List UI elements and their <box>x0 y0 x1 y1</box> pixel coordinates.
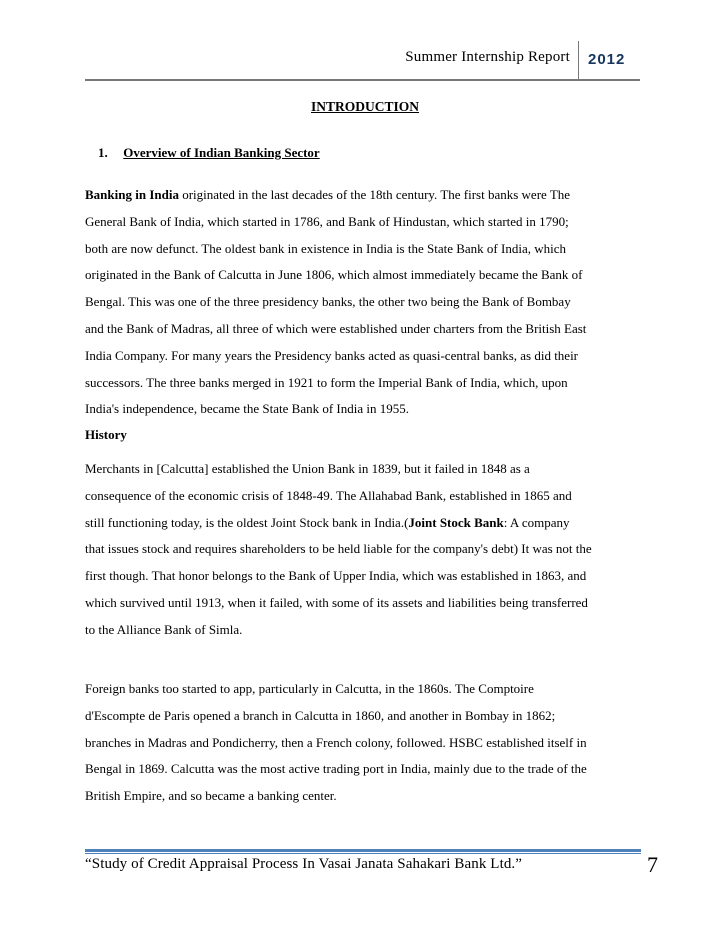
paragraph-line: Foreign banks too started to app, particularly in Calcutta, in the 1860s. The Comptoire <box>85 681 534 696</box>
paragraph-line: still functioning today, is the oldest Joint Stock bank in India.( <box>85 514 409 530</box>
paragraph-line: to the Alliance Bank of Simla. <box>85 621 243 637</box>
paragraph-line: Bengal. This was one of the three presidency banks, the other two being the Bank of Bombay <box>85 294 571 310</box>
header-divider <box>578 41 579 81</box>
paragraph-line: British Empire, and so became a banking center. <box>85 788 337 804</box>
paragraph-foreign-banks <box>85 676 645 810</box>
footer-text: “Study of Credit Appraisal Process In Vasai Janata Sahakari Bank Ltd.” <box>85 856 523 872</box>
header-title: Summer Internship Report <box>405 49 570 65</box>
paragraph-line: consequence of the economic crisis of 1848-49. The Allahabad Bank, established in 1865 and <box>85 487 572 503</box>
paragraph-line: India's independence, became the State Bank of India in 1955. <box>85 401 409 417</box>
paragraph-line: General Bank of India, which started in 1786, and Bank of Hindustan, which started in 1790; <box>85 213 569 229</box>
footer-rule <box>85 849 641 852</box>
page-number: 7 <box>647 852 658 877</box>
paragraph-line: d'Escompte de Paris opened a branch in Calcutta in 1860, and another in Bombay in 1862; <box>85 707 556 723</box>
paragraph-line: that issues stock and requires shareholders to be held liable for the company's debt) It was not the <box>85 541 592 557</box>
paragraph-line: originated in the Bank of Calcutta in June 1806, which almost immediately became the Bank of <box>85 267 583 283</box>
header-year: 2012 <box>588 51 626 68</box>
paragraph-banking-in-india <box>85 182 645 423</box>
history-heading: History <box>85 427 127 442</box>
paragraph-line: Merchants in [Calcutta] established the Union Bank in 1839, but it failed in 1848 as a <box>85 461 530 476</box>
paragraph-lead: Banking in India <box>85 187 179 202</box>
paragraph-line: which survived until 1913, when it failed, with some of its assets and liabilities being transferred <box>85 594 588 610</box>
page-header <box>85 41 640 81</box>
section-title: INTRODUCTION <box>310 99 419 114</box>
paragraph-history <box>85 456 645 644</box>
header-rule <box>85 79 640 81</box>
paragraph-line: India Company. For many years the Presidency banks acted as quasi-central banks, as did their <box>85 347 579 363</box>
paragraph-line: both are now defunct. The oldest bank in existence in India is the State Bank of India, which <box>85 240 566 256</box>
overview-heading <box>98 145 320 161</box>
paragraph-line: originated in the last decades of the 18th century. The first banks were The <box>178 187 571 202</box>
footer-rule-thin <box>85 853 641 854</box>
paragraph-line: : A company <box>503 514 570 530</box>
joint-stock-bank-term: Joint Stock Bank <box>408 514 504 530</box>
paragraph-line: branches in Madras and Pondicherry, then a French colony, followed. HSBC established itself in <box>85 734 587 750</box>
overview-number: 1. <box>98 145 108 160</box>
paragraph-line: first though. That honor belongs to the Bank of Upper India, which was established in 1863, and <box>85 568 587 584</box>
paragraph-line: and the Bank of Madras, all three of which were established under charters from the British East <box>85 320 587 336</box>
paragraph-line: successors. The three banks merged in 1921 to form the Imperial Bank of India, which, upon <box>85 374 568 390</box>
paragraph-line: Bengal in 1869. Calcutta was the most active trading port in India, mainly due to the trade of the <box>85 761 587 777</box>
overview-title: Overview of Indian Banking Sector <box>123 145 320 160</box>
